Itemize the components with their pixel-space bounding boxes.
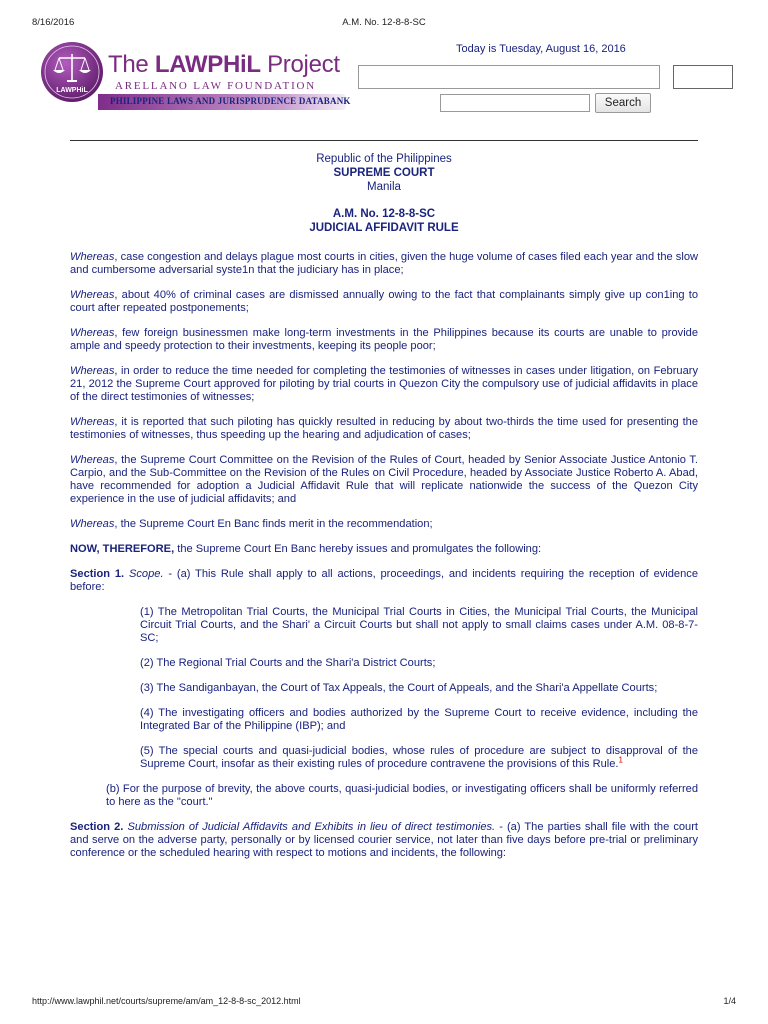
logo-tagline: PHILIPPINE LAWS AND JURISPRUDENCE DATABANK <box>110 96 351 106</box>
header-divider <box>70 140 698 141</box>
whereas-clause: Whereas, the Supreme Court En Banc finds merit in the recommendation; <box>70 518 433 530</box>
now-therefore-clause: NOW, THEREFORE, the Supreme Court En Banc hereby issues and promulgates the following: <box>70 543 542 555</box>
section-1-part-b: (b) For the purpose of brevity, the above courts, quasi-judicial bodies, or investigating officers shall be uniformly referred to here as the "court." <box>106 783 698 808</box>
print-url[interactable]: http://www.lawphil.net/courts/supreme/am/am_12-8-8-sc_2012.html <box>32 996 301 1006</box>
whereas-clause: Whereas, the Supreme Court Committee on the Revision of the Rules of Court, headed by Senior Associate Justice Antonio T. Carpio, and the Sub-Committee on the Revision of the Rules on Civil Procedure, headed by Associate Justice Roberto A. Abad, have recommended for adoption a Judicial Affidavit Rule that will replicate nationwide the success of the Quezon City experience in the use of judicial affidavits; and <box>70 454 698 505</box>
search-button[interactable]: Search <box>595 93 651 113</box>
search-input[interactable] <box>440 94 590 112</box>
print-date: 8/16/2016 <box>32 17 75 28</box>
seal-text: LAWPHiL <box>56 87 88 94</box>
section-1: Section 1. Scope. - (a) This Rule shall apply to all actions, proceedings, and incidents requiring the reception of evidence before: <box>70 568 698 593</box>
logo-title: The LAWPHiL Project <box>108 51 340 78</box>
section-1-item: (2) The Regional Trial Courts and the Shari'a District Courts; <box>140 657 436 669</box>
document-body <box>70 251 698 872</box>
today-date: Today is Tuesday, August 16, 2016 <box>456 43 626 55</box>
court-city: Manila <box>367 181 401 193</box>
whereas-clause: Whereas, it is reported that such piloting has quickly resulted in reducing by about two-thirds the time used for presenting the testimonies of witnesses, thus speeding up the hearing and adjudication of cases; <box>70 416 698 441</box>
print-doc-title: A.M. No. 12-8-8-SC <box>342 17 426 28</box>
top-side-box[interactable] <box>673 65 733 89</box>
lawphil-seal-icon <box>40 40 104 104</box>
lawphil-logo[interactable] <box>40 40 351 112</box>
section-1-item: (5) The special courts and quasi-judicial bodies, whose rules of procedure are subject to disapproval of the Supreme Court, insofar as their existing rules of procedure contravene the provisions of this Rule.$^1$ <box>140 745 698 770</box>
print-header <box>32 17 736 29</box>
rule-title: JUDICIAL AFFIDAVIT RULE <box>309 222 459 234</box>
whereas-clause: Whereas, in order to reduce the time needed for completing the testimonies of witnesses in cases under litigation, on February 21, 2012 the Supreme Court approved for piloting by trial courts in Quezon City the compulsory use of judicial affidavits in place of the direct testimonies of witnesses; <box>70 365 698 403</box>
whereas-clause: Whereas, case congestion and delays plague most courts in cities, given the huge volume of cases filed each year and the slow and cumbersome adversarial syste1n that the judiciary has in place; <box>70 251 698 276</box>
section-1-item: (4) The investigating officers and bodies authorized by the Supreme Court to receive evidence, including the Integrated Bar of the Philippine (IBP); and <box>140 707 698 732</box>
section-1-item: (3) The Sandiganbayan, the Court of Tax Appeals, the Court of Appeals, and the Shari'a Appellate Courts; <box>140 682 658 694</box>
whereas-clause: Whereas, about 40% of criminal cases are dismissed annually owing to the fact that complainants simply give up con1ing to court after repeated postponements; <box>70 289 698 314</box>
print-page-number: 1/4 <box>723 996 736 1006</box>
republic-line: Republic of the Philippines <box>316 153 452 165</box>
court-name: SUPREME COURT <box>333 167 435 179</box>
footnote-link[interactable]: 1 <box>618 755 623 765</box>
logo-foundation: ARELLANO LAW FOUNDATION <box>115 80 317 92</box>
whereas-clause: Whereas, few foreign businessmen make long-term investments in the Philippines because its courts are unable to provide ample and speedy protection to their investments, keeping its people poor; <box>70 327 698 352</box>
print-footer <box>32 996 736 1008</box>
section-1-item: (1) The Metropolitan Trial Courts, the Municipal Trial Courts in Cities, the Municipal Trial Courts, the Municipal Circuit Trial Courts, and the Shari' a Circuit Courts but shall not apply to small claims cases under A.M. 08-8-7-SC; <box>140 606 698 644</box>
top-banner-field[interactable] <box>358 65 660 89</box>
section-2: Section 2. Submission of Judicial Affidavits and Exhibits in lieu of direct testimonies. - (a) The parties shall file with the court and serve on the adverse party, personally or by licensed courier service, not later than five days before pre-trial or preliminary conference or the scheduled hearing with respect to motions and incidents, the following: <box>70 821 698 859</box>
am-number: A.M. No. 12-8-8-SC <box>332 208 436 220</box>
